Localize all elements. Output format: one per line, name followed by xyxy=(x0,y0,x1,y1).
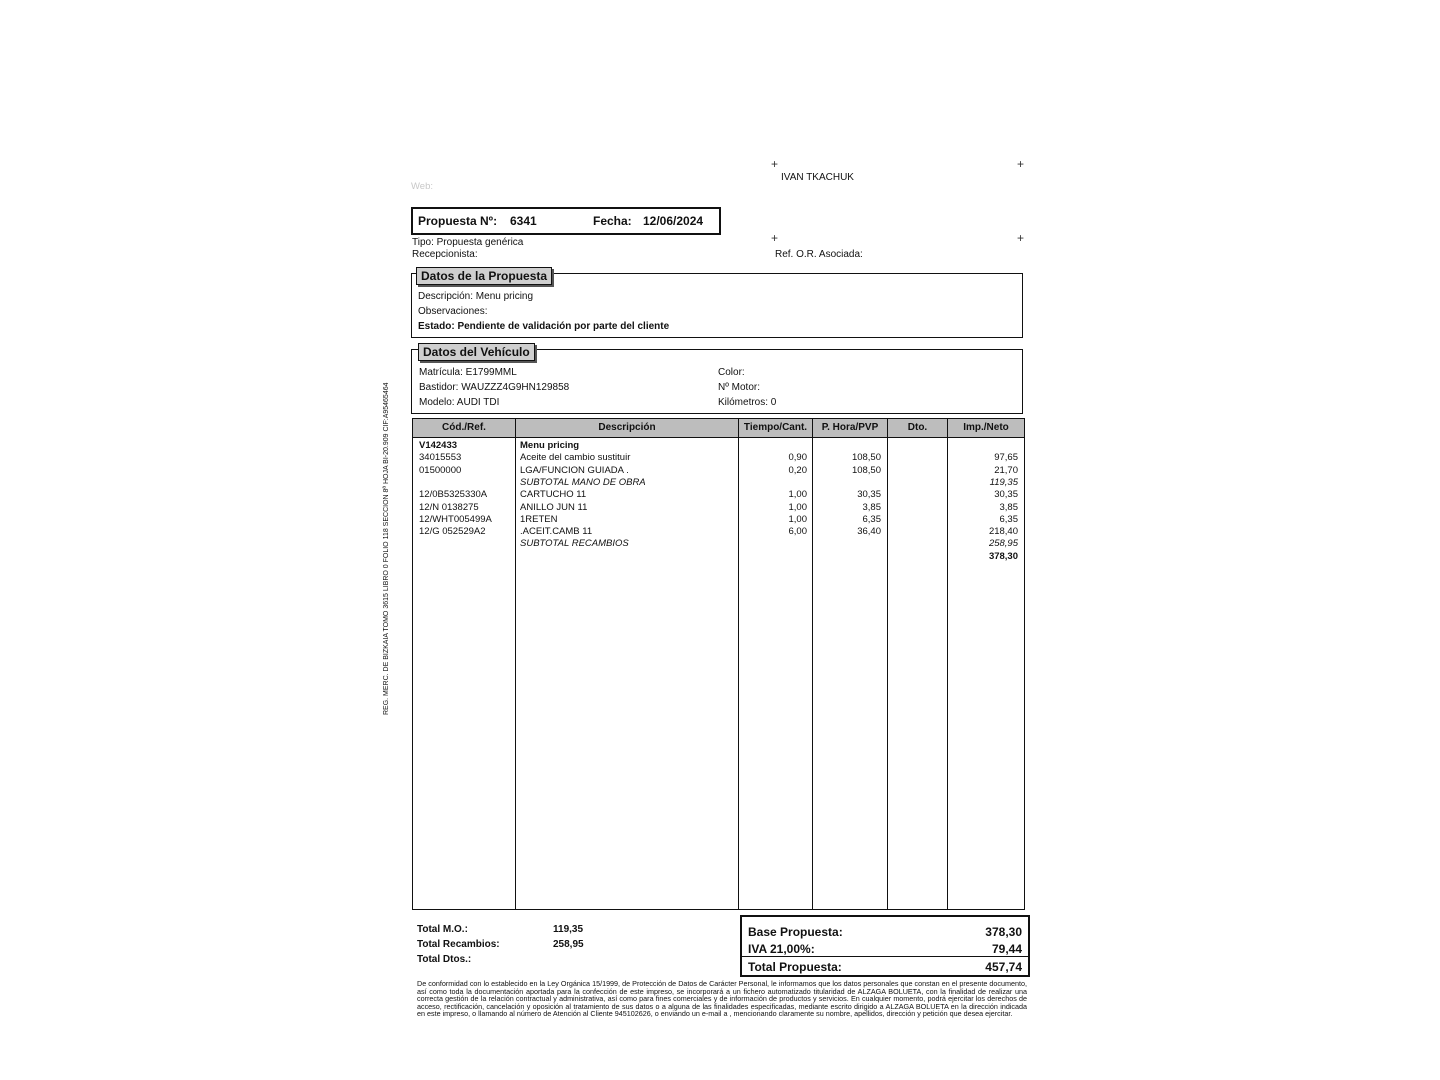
proposal-observations: Observaciones: xyxy=(418,306,488,317)
crop-mark: + xyxy=(1017,157,1025,171)
table-cell-desc: Menu pricing xyxy=(520,440,580,451)
date-label: Fecha: xyxy=(593,214,632,228)
table-cell-price: 6,35 xyxy=(862,513,881,525)
vehicle-plate: Matrícula: E1799MML xyxy=(419,367,517,378)
registry-info: REG. MERC. DE BIZKAIA TOMO 3615 LIBRO 0 FOLIO 118 SECCION 8ª HOJA BI-20.909 CIF:A95465464 xyxy=(383,382,390,715)
table-cell-qty: 0,90 xyxy=(788,452,807,464)
table-cell-code: 12/G 052529A2 xyxy=(419,526,486,538)
table-cell-net: 3,85 xyxy=(999,501,1018,513)
table-cell-desc: 1RETEN xyxy=(520,513,558,525)
table-cell-desc: Aceite del cambio sustituir xyxy=(520,452,631,464)
table-cell-qty: 0,20 xyxy=(788,464,807,476)
receptionist: Recepcionista: xyxy=(412,249,478,260)
col-header-code: Cód./Ref. xyxy=(442,422,486,433)
table-cell-code: 12/WHT005499A xyxy=(419,513,492,525)
table-cell-net: 30,35 xyxy=(994,489,1018,501)
table-cell-price: 36,40 xyxy=(857,526,881,538)
table-cell-code: 12/0B5325330A xyxy=(419,489,488,501)
col-header-price: P. Hora/PVP xyxy=(821,422,879,433)
vehicle-engine-number: Nº Motor: xyxy=(718,382,760,393)
client-name: IVAN TKACHUK xyxy=(781,172,854,183)
table-cell-code: 01500000 xyxy=(419,464,462,476)
crop-mark: + xyxy=(1017,231,1025,245)
table-cell-net: 97,65 xyxy=(994,452,1018,464)
total-discounts-label: Total Dtos.: xyxy=(417,954,472,965)
vehicle-color: Color: xyxy=(718,367,745,378)
total-parts-value: 258,95 xyxy=(553,939,584,950)
total-labor-label: Total M.O.: xyxy=(417,924,468,935)
proposal-number: 6341 xyxy=(510,214,537,228)
table-cell-desc: .ACEIT.CAMB 11 xyxy=(520,526,593,538)
table-cell-code: V142433 xyxy=(419,440,458,451)
total-labor-value: 119,35 xyxy=(553,924,584,935)
vat-value: 79,44 xyxy=(991,942,1022,956)
proposal-type: Tipo: Propuesta genérica xyxy=(412,237,524,248)
table-cell-net: 218,40 xyxy=(988,526,1018,538)
column-divider xyxy=(515,419,516,909)
vehicle-kilometers: Kilómetros: 0 xyxy=(718,397,777,408)
table-cell-price: 30,35 xyxy=(857,489,881,501)
crop-mark: + xyxy=(771,231,779,245)
vehicle-vin: Bastidor: WAUZZZ4G9HN129858 xyxy=(419,382,570,393)
proposal-date: 12/06/2024 xyxy=(643,214,704,228)
vehicle-section-title: Datos del Vehículo xyxy=(418,343,535,361)
table-cell-desc: CARTUCHO 11 xyxy=(520,489,587,501)
base-value: 378,30 xyxy=(985,925,1022,939)
base-label: Base Propuesta: xyxy=(748,925,843,939)
table-cell-net: 21,70 xyxy=(994,464,1018,476)
line-items-table xyxy=(412,418,1025,910)
table-cell-qty: 1,00 xyxy=(788,513,807,525)
legal-notice: De conformidad con lo establecido en la Ley Orgánica 15/1999, de Protección de Datos de Carácter Personal, le informamos que los datos personales que constan en el presente documento, así como toda la documentación aportada para la confección de este impreso, se incorporará a un fichero automatizado titularidad de ALZAGA BOLUETA, con la finalidad de realizar una correcta gestión de la relación contractual y administrativa, así como para fines comerciales y de información de productos y servicios. En cualquier momento, podrá ejercitar los derechos de acceso, rectificación, cancelación y oposición al tratamiento de sus datos o a alguna de las finalidades especificadas, mediante escrito dirigido a ALZAGA BOLUETA en la dirección indicada en este impreso, o llamando al número de Atención al Cliente 945102626, o enviando un e-mail a , mencionando claramente su nombre, apellidos, dirección y petición que desea ejercitar. xyxy=(417,979,1027,1019)
col-header-quantity: Tiempo/Cant. xyxy=(743,422,808,433)
proposal-section-title: Datos de la Propuesta xyxy=(416,267,552,285)
total-parts-label: Total Recambios: xyxy=(417,939,500,950)
table-cell-code: 12/N 0138275 xyxy=(419,501,479,513)
table-cell-desc: SUBTOTAL RECAMBIOS xyxy=(520,538,629,550)
col-header-description: Descripción xyxy=(598,422,656,433)
proposal-description: Descripción: Menu pricing xyxy=(418,291,534,302)
table-cell-net: 378,30 xyxy=(988,550,1018,562)
crop-mark: + xyxy=(771,157,779,171)
table-cell-desc: LGA/FUNCION GUIADA . xyxy=(520,464,629,476)
col-header-net: Imp./Neto xyxy=(963,422,1009,433)
table-cell-desc: SUBTOTAL MANO DE OBRA xyxy=(520,476,646,488)
associated-or-ref: Ref. O.R. Asociada: xyxy=(775,249,863,260)
total-label: Total Propuesta: xyxy=(748,960,842,974)
vehicle-model: Modelo: AUDI TDI xyxy=(419,397,500,408)
column-divider xyxy=(887,419,888,909)
total-value: 457,74 xyxy=(985,960,1022,974)
proposal-header-box xyxy=(411,207,721,235)
table-cell-price: 108,50 xyxy=(851,464,881,476)
table-cell-net: 258,95 xyxy=(988,538,1018,550)
proposal-status: Estado: Pendiente de validación por parte del cliente xyxy=(418,321,670,332)
proposal-number-label: Propuesta Nº: xyxy=(418,214,498,228)
table-cell-net: 119,35 xyxy=(989,476,1018,488)
table-cell-qty: 6,00 xyxy=(788,526,807,538)
totals-divider xyxy=(742,956,1028,957)
table-cell-price: 108,50 xyxy=(851,452,881,464)
vat-label: IVA 21,00%: xyxy=(748,942,815,956)
table-header xyxy=(413,419,1024,438)
web-label: Web: xyxy=(411,181,434,192)
table-cell-qty: 1,00 xyxy=(788,501,807,513)
table-cell-code: 34015553 xyxy=(419,452,462,464)
totals-box xyxy=(740,915,1030,977)
table-cell-qty: 1,00 xyxy=(788,489,807,501)
table-cell-net: 6,35 xyxy=(999,513,1018,525)
table-cell-price: 3,85 xyxy=(862,501,881,513)
table-cell-desc: ANILLO JUN 11 xyxy=(520,501,588,513)
col-header-discount: Dto. xyxy=(907,422,928,433)
